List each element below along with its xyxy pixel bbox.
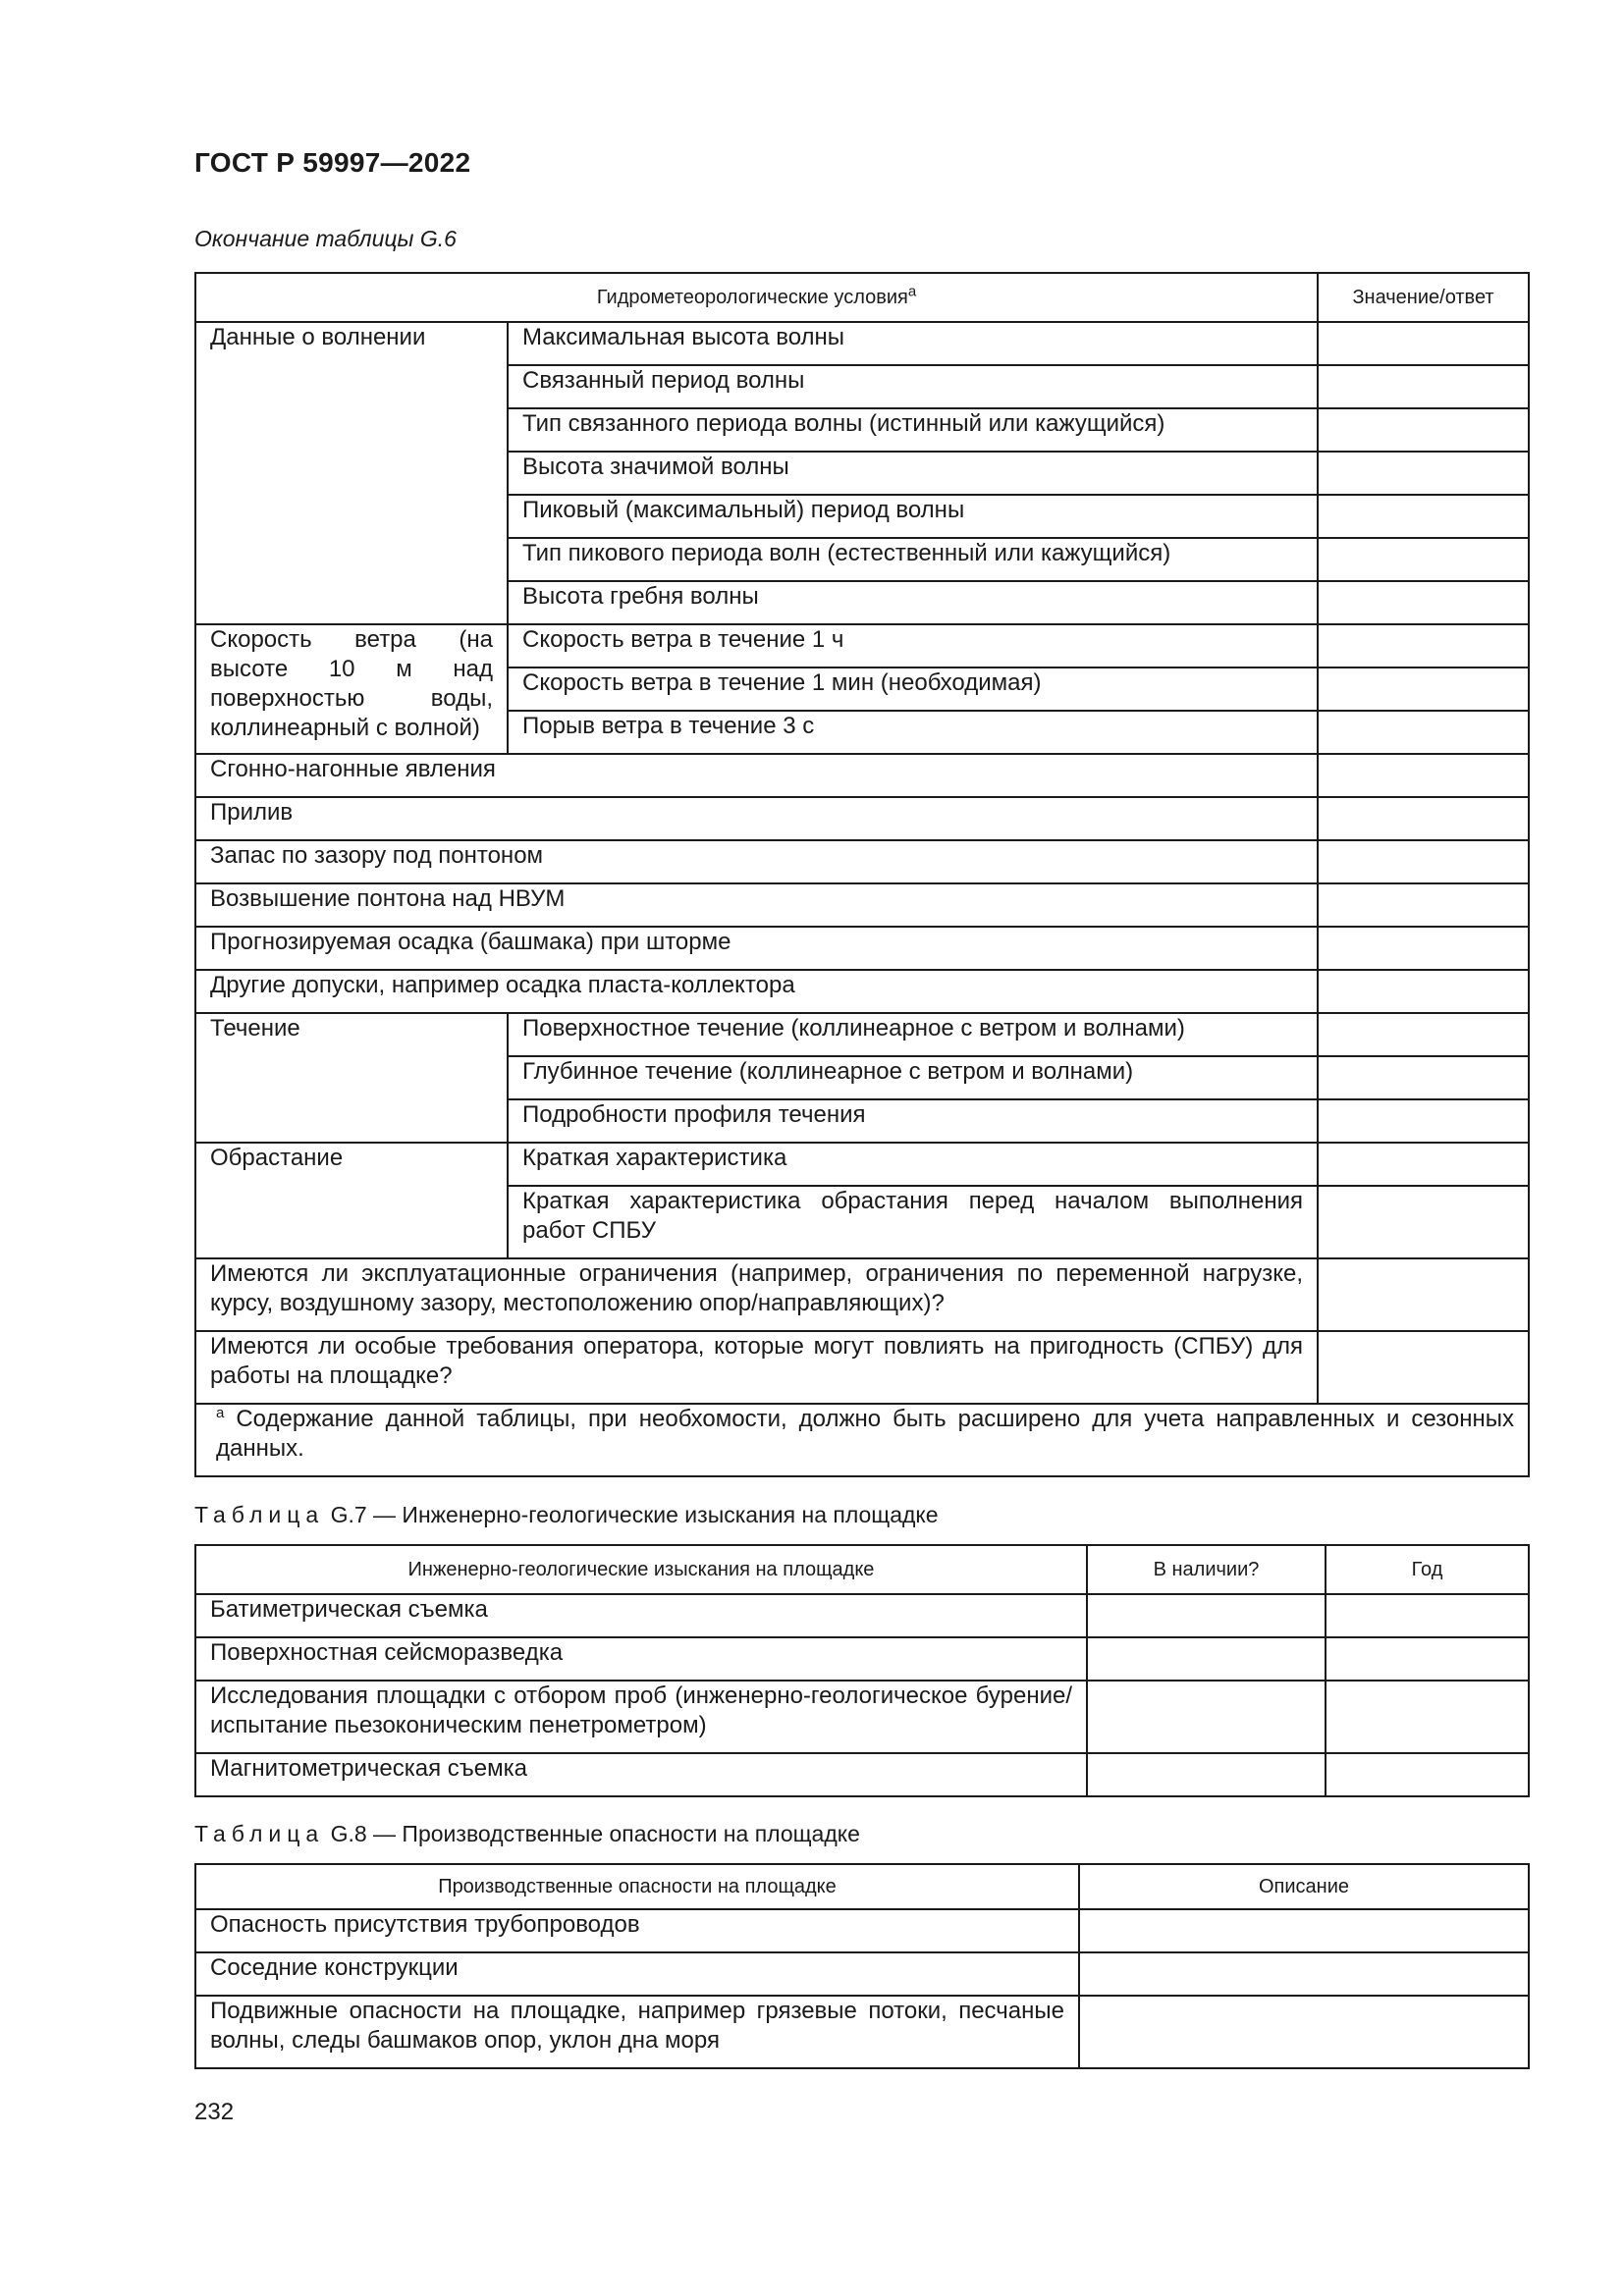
value-cell <box>1318 840 1529 883</box>
value-cell <box>1326 1637 1529 1681</box>
table-cell: Прилив <box>195 797 1318 840</box>
wave-group-label: Данные о волнении <box>195 322 508 624</box>
table-cell: Возвышение понтона над НВУМ <box>195 883 1318 927</box>
table-g6 <box>194 272 1530 1477</box>
table-cell: Батиметрическая съемка <box>195 1594 1087 1637</box>
table-cell: Сгонно-нагонные явления <box>195 754 1318 797</box>
value-cell <box>1318 970 1529 1013</box>
value-cell <box>1087 1753 1326 1796</box>
table-cell: Высота значимой волны <box>508 452 1318 495</box>
value-cell <box>1087 1637 1326 1681</box>
value-cell <box>1318 1258 1529 1331</box>
value-cell <box>1318 927 1529 970</box>
value-cell <box>1318 624 1529 667</box>
table-cell: Порыв ветра в течение 3 с <box>508 711 1318 754</box>
value-cell <box>1318 408 1529 452</box>
table-g8-caption: Таблица G.8 — Производственные опасности на площадке <box>194 1821 860 1846</box>
value-cell <box>1326 1594 1529 1637</box>
table-cell: Максимальная высота волны <box>508 322 1318 365</box>
table-cell: Имеются ли эксплуатационные ограничения (например, ограничения по переменной нагрузке, курсу, воздушному зазору, местоположению опор/направляющих)? <box>195 1258 1318 1331</box>
value-cell <box>1318 1143 1529 1186</box>
value-cell <box>1326 1681 1529 1753</box>
table-cell: Пиковый (максимальный) период волны <box>508 495 1318 538</box>
value-cell <box>1318 1099 1529 1143</box>
value-cell <box>1318 452 1529 495</box>
table-cell: Прогнозируемая осадка (башмака) при шторме <box>195 927 1318 970</box>
value-cell <box>1318 495 1529 538</box>
table-g7-caption: Таблица G.7 — Инженерно-геологические изыскания на площадке <box>194 1502 939 1527</box>
value-cell <box>1318 1013 1529 1056</box>
value-cell <box>1318 667 1529 711</box>
value-cell <box>1318 581 1529 624</box>
value-cell <box>1318 1056 1529 1099</box>
table-cell: Связанный период волны <box>508 365 1318 408</box>
table-cell: Глубинное течение (коллинеарное с ветром и волнами) <box>508 1056 1318 1099</box>
wind-group-label: Скорость ветра (на высоте 10 м над поверхностью воды, коллинеарный с волной) <box>195 624 508 754</box>
table-cell: Магнитометрическая съемка <box>195 1753 1087 1796</box>
value-cell <box>1079 1996 1529 2068</box>
value-cell <box>1087 1681 1326 1753</box>
value-cell <box>1318 797 1529 840</box>
value-cell <box>1079 1952 1529 1996</box>
table-g6-header-conditions: Гидрометеорологические условия$^a$ <box>195 273 1318 322</box>
table-g8 <box>194 1863 1530 2069</box>
value-cell <box>1318 322 1529 365</box>
table-g6-caption: Окончание таблицы G.6 <box>194 226 457 251</box>
table-cell: Тип пикового периода волн (естественный или кажущийся) <box>508 538 1318 581</box>
value-cell <box>1318 754 1529 797</box>
table-cell: Краткая характеристика обрастания перед началом выполнения работ СПБУ <box>508 1186 1318 1258</box>
table-g7-header-survey: Инженерно-геологические изыскания на площадке <box>195 1545 1087 1594</box>
table-cell: Тип связанного периода волны (истинный или кажущийся) <box>508 408 1318 452</box>
table-cell: Скорость ветра в течение 1 ч <box>508 624 1318 667</box>
value-cell <box>1326 1753 1529 1796</box>
table-g7-header-available: В наличии? <box>1087 1545 1326 1594</box>
value-cell <box>1318 883 1529 927</box>
table-cell: Краткая характеристика <box>508 1143 1318 1186</box>
value-cell <box>1087 1594 1326 1637</box>
current-group-label: Течение <box>195 1013 508 1143</box>
table-g6-header-value: Значение/ответ <box>1318 273 1529 322</box>
table-cell: Соседние конструкции <box>195 1952 1079 1996</box>
table-cell: Исследования площадки с отбором проб (инженерно-геологическое бурение/испытание пьезоконическим пенетрометром) <box>195 1681 1087 1753</box>
table-g8-header-description: Описание <box>1079 1864 1529 1909</box>
table-cell: Запас по зазору под понтоном <box>195 840 1318 883</box>
value-cell <box>1079 1909 1529 1952</box>
table-cell: Поверхностное течение (коллинеарное с ветром и волнами) <box>508 1013 1318 1056</box>
value-cell <box>1318 711 1529 754</box>
table-cell: Другие допуски, например осадка пласта-коллектора <box>195 970 1318 1013</box>
fouling-group-label: Обрастание <box>195 1143 508 1258</box>
value-cell <box>1318 538 1529 581</box>
value-cell <box>1318 1186 1529 1258</box>
value-cell <box>1318 1331 1529 1404</box>
table-cell: Высота гребня волны <box>508 581 1318 624</box>
table-g7 <box>194 1544 1530 1797</box>
page-number: 232 <box>194 2099 235 2125</box>
table-g7-header-year: Год <box>1326 1545 1529 1594</box>
table-cell: Опасность присутствия трубопроводов <box>195 1909 1079 1952</box>
table-cell: Поверхностная сейсморазведка <box>195 1637 1087 1681</box>
table-g6-footnote: $^a$ Содержание данной таблицы, при необхомости, должно быть расширено для учета направленных и сезонных данных. <box>195 1404 1529 1476</box>
table-cell: Подробности профиля течения <box>508 1099 1318 1143</box>
table-cell: Скорость ветра в течение 1 мин (необходимая) <box>508 667 1318 711</box>
table-cell: Подвижные опасности на площадке, например грязевые потоки, песчаные волны, следы башмаков опор, уклон дна моря <box>195 1996 1079 2068</box>
table-g8-header-hazards: Производственные опасности на площадке <box>195 1864 1079 1909</box>
table-cell: Имеются ли особые требования оператора, которые могут повлиять на пригодность (СПБУ) для работы на площадке? <box>195 1331 1318 1404</box>
value-cell <box>1318 365 1529 408</box>
document-header: ГОСТ Р 59997—2022 <box>194 147 471 178</box>
